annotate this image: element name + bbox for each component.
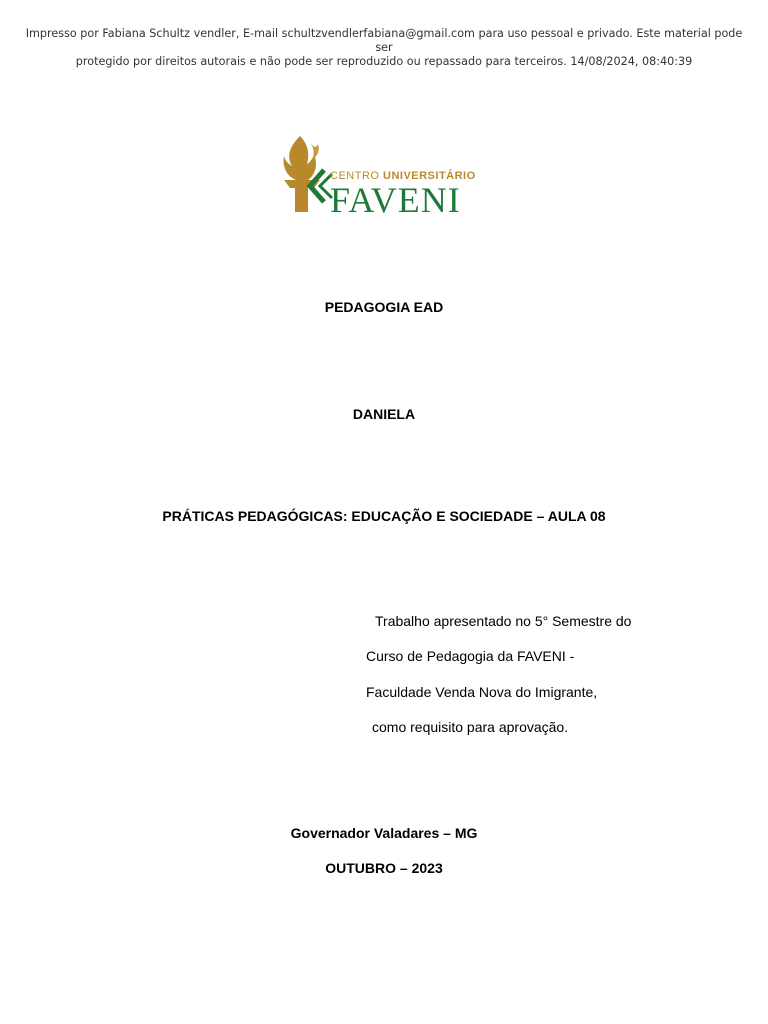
torch-logo-icon (280, 134, 492, 216)
logo-text-bold: UNIVERSITÁRIO (383, 170, 476, 182)
watermark-line-2: protegido por direitos autorais e não pode ser reproduzido ou repassado para terceiros. 14/08/2024, 08:40:39 (75, 55, 693, 68)
city: Governador Valadares – MG (290, 825, 478, 841)
presentation-line: Curso de Pedagogia da FAVENI - (366, 648, 575, 664)
student-name: DANIELA (352, 406, 416, 422)
logo-text-large: FAVENI (330, 180, 461, 216)
presentation-line: como requisito para aprovação. (372, 719, 569, 735)
course-name: PEDAGOGIA EAD (324, 299, 444, 315)
presentation-line: Faculdade Venda Nova do Imigrante, (366, 684, 598, 700)
faveni-logo (280, 134, 492, 216)
watermark-line-1: Impresso por Fabiana Schultz vendler, E-mail schultzvendlerfabiana@gmail.com para uso pessoal e privado. Este material pode ser (25, 27, 743, 54)
logo-text-prefix: CENTRO (330, 170, 383, 182)
work-title: PRÁTICAS PEDAGÓGICAS: EDUCAÇÃO E SOCIEDADE – AULA 08 (162, 508, 606, 524)
presentation-line: Trabalho apresentado no 5° Semestre do (375, 613, 632, 629)
print-watermark (20, 27, 748, 69)
date: OUTUBRO – 2023 (325, 860, 443, 876)
